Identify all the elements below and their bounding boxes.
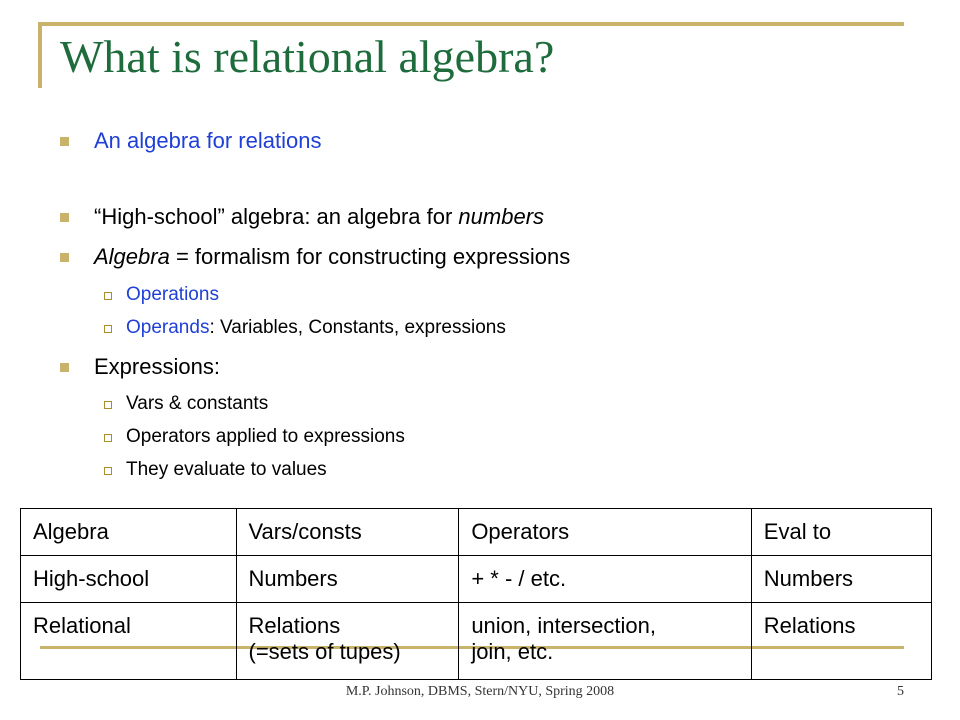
table-cell: Numbers xyxy=(751,556,931,603)
bullet-hollow-square-icon xyxy=(104,434,112,442)
table-cell: Relations xyxy=(751,603,931,680)
decorative-left-line xyxy=(38,22,42,88)
page-number: 5 xyxy=(897,684,904,699)
slide-footer: M.P. Johnson, DBMS, Stern/NYU, Spring 2008 xyxy=(345,684,615,699)
bullet-square-icon xyxy=(60,137,69,146)
bullet-hollow-square-icon xyxy=(104,467,112,475)
table-cell: Relations (=sets of tupes) xyxy=(236,603,459,680)
bullet-hollow-square-icon xyxy=(104,325,112,333)
table-header-row xyxy=(21,509,932,556)
table-row xyxy=(21,556,932,603)
table-cell: + * - / etc. xyxy=(459,556,751,603)
table-cell: Relational xyxy=(21,603,237,680)
bullet-hollow-square-icon xyxy=(104,401,112,409)
table-row xyxy=(21,603,932,680)
comparison-table xyxy=(20,508,932,680)
bullet-hollow-square-icon xyxy=(104,292,112,300)
bullet-square-icon xyxy=(60,213,69,222)
decorative-top-line xyxy=(38,22,904,26)
table-header-cell: Vars/consts xyxy=(236,509,459,556)
bullet-square-icon xyxy=(60,363,69,372)
table-header-cell: Eval to xyxy=(751,509,931,556)
table-header-cell: Operators xyxy=(459,509,751,556)
table-cell: union, intersection, join, etc. xyxy=(459,603,751,680)
slide-title: What is relational algebra? xyxy=(60,31,555,82)
table-header-cell: Algebra xyxy=(21,509,237,556)
bullet-square-icon xyxy=(60,253,69,262)
table-cell: High-school xyxy=(21,556,237,603)
table-cell: Numbers xyxy=(236,556,459,603)
